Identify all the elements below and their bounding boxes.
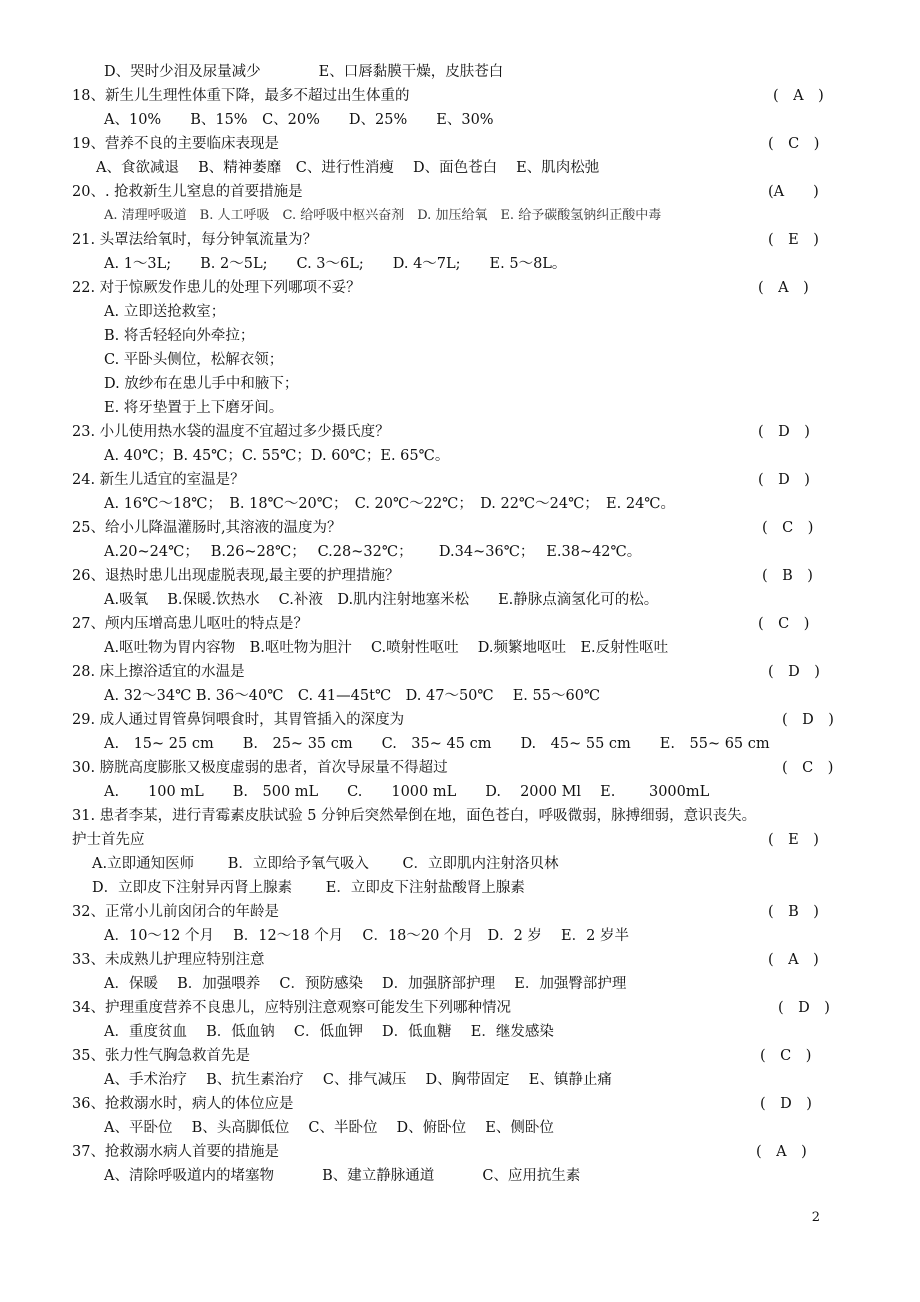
question-34: 34、护理重度营养不良患儿，应特别注意观察可能发生下列哪种情况 [72, 1000, 511, 1016]
answer-27: ( C ) [758, 616, 810, 632]
answer-19: ( C ) [768, 136, 820, 152]
options-18: A、10% B、15% C、20% D、25% E、30% [104, 112, 494, 128]
options-21: A. 1～3L; B. 2～5L; C. 3～6L; D. 4～7L; E. 5～8L。 [104, 256, 567, 272]
question-23: 23. 小儿使用热水袋的温度不宜超过多少摄氏度？ [72, 424, 390, 440]
question-19: 19、营养不良的主要临床表现是 [72, 136, 279, 152]
options-29: A. 15~ 25 cm B. 25~ 35 cm C. 35~ 45 cm D. 45~ 55 cm E. 55~ 65 cm [104, 736, 770, 752]
answer-24: ( D ) [758, 472, 810, 488]
option-22-c: C. 平卧头侧位，松解衣领； [104, 352, 284, 368]
question-36: 36、抢救溺水时，病人的体位应是 [72, 1096, 294, 1112]
question-18: 18、新生儿生理性体重下降，最多不超过出生体重的 [72, 88, 410, 104]
options-33: A．保暖 B．加强喂养 C．预防感染 D．加强脐部护理 E．加强臀部护理 [104, 976, 627, 992]
question-24: 24. 新生儿适宜的室温是？ [72, 472, 245, 488]
answer-35: ( C ) [760, 1048, 812, 1064]
answer-31: ( E ) [768, 832, 819, 848]
answer-26: ( B ) [762, 568, 813, 584]
answer-29: ( D ) [782, 712, 834, 728]
options-27: A.呕吐物为胃内容物 B.呕吐物为胆汁 C.喷射性呕吐 D.频繁地呕吐 E.反射性呕吐 [104, 640, 669, 656]
options-31-abc: A.立即通知医师 B．立即给予氧气吸入 C．立即肌内注射洛贝林 [92, 856, 559, 872]
text-line: D、哭时少泪及尿量减少 E、口唇黏膜干燥，皮肤苍白 [104, 64, 504, 80]
answer-23: ( D ) [758, 424, 810, 440]
question-29: 29. 成人通过胃管鼻饲喂食时，其胃管插入的深度为 [72, 712, 405, 728]
answer-28: ( D ) [768, 664, 820, 680]
options-23: A. 40℃；B. 45℃；C. 55℃；D. 60℃；E. 65℃。 [104, 448, 450, 464]
answer-21: ( E ) [768, 232, 819, 248]
option-22-d: D. 放纱布在患儿手中和腋下； [104, 376, 299, 392]
answer-37: ( A ) [756, 1144, 807, 1160]
options-24: A. 16℃～18℃； B. 18℃～20℃； C. 20℃～22℃； D. 22℃～24℃； E. 24℃。 [104, 496, 676, 512]
question-33: 33、未成熟儿护理应特别注意 [72, 952, 265, 968]
options-36: A、平卧位 B、头高脚低位 C、半卧位 D、俯卧位 E、侧卧位 [104, 1120, 554, 1136]
question-30: 30. 膀胱高度膨胀又极度虚弱的患者，首次导尿量不得超过 [72, 760, 448, 776]
question-31-cont: 护士首先应 [72, 832, 145, 848]
options-26: A.吸氧 B.保暖.饮热水 C.补液 D.肌内注射地塞米松 E.静脉点滴氢化可的松。 [104, 592, 659, 608]
question-37: 37、抢救溺水病人首要的措施是 [72, 1144, 279, 1160]
answer-25: ( C ) [762, 520, 814, 536]
question-20: 20、. 抢救新生儿窒息的首要措施是 [72, 184, 303, 200]
question-21: 21. 头罩法给氧时，每分钟氧流量为？ [72, 232, 318, 248]
question-28: 28. 床上擦浴适宜的水温是 [72, 664, 245, 680]
options-34: A．重度贫血 B．低血钠 C．低血钾 D．低血糖 E．继发感染 [104, 1024, 554, 1040]
answer-18: ( A ) [773, 88, 824, 104]
answer-33: ( A ) [768, 952, 819, 968]
question-26: 26、退热时患儿出现虚脱表现,最主要的护理措施？ [72, 568, 400, 584]
question-27: 27、颅内压增高患儿呕吐的特点是？ [72, 616, 308, 632]
options-28: A. 32～34℃ B. 36～40℃ C. 41—45t℃ D. 47～50℃ E. 55～60℃ [104, 688, 601, 704]
answer-20: (A ) [768, 184, 819, 200]
answer-34: ( D ) [778, 1000, 830, 1016]
options-30: A. 100 mL B. 500 mL C. 1000 mL D. 2000 Ml E. 3000mL [104, 784, 710, 800]
option-22-e: E. 将牙垫置于上下磨牙间。 [104, 400, 284, 416]
options-25: A.20~24℃； B.26~28℃； C.28~32℃； D.34~36℃； E.38~42℃。 [104, 544, 642, 560]
answer-32: ( B ) [768, 904, 819, 920]
options-37: A、清除呼吸道内的堵塞物 B、建立静脉通道 C、应用抗生素 [104, 1168, 581, 1184]
options-20: A. 清理呼吸道 B. 人工呼吸 C. 给呼吸中枢兴奋剂 D. 加压给氧 E. 给予碳酸氢钠纠正酸中毒 [104, 208, 662, 223]
answer-22: ( A ) [758, 280, 809, 296]
question-35: 35、张力性气胸急救首先是 [72, 1048, 250, 1064]
page-number: 2 [811, 1210, 820, 1225]
options-32: A．10～12 个月 B．12～18 个月 C．18～20 个月 D．2 岁 E．2 岁半 [104, 928, 629, 944]
question-31: 31. 患者李某，进行青霉素皮肤试验 5 分钟后突然晕倒在地，面色苍白，呼吸微弱，脉搏细弱，意识丧失。 [72, 808, 757, 824]
options-19: A、食欲减退 B、精神萎靡 C、进行性消瘦 D、面色苍白 E、肌肉松弛 [96, 160, 600, 176]
answer-36: ( D ) [760, 1096, 812, 1112]
options-35: A、手术治疗 B、抗生素治疗 C、排气减压 D、胸带固定 E、镇静止痛 [104, 1072, 612, 1088]
question-25: 25、给小儿降温灌肠时,其溶液的温度为？ [72, 520, 342, 536]
options-31-de: D．立即皮下注射异丙肾上腺素 E．立即皮下注射盐酸肾上腺素 [92, 880, 525, 896]
question-32: 32、正常小儿前囟闭合的年龄是 [72, 904, 279, 920]
answer-30: ( C ) [782, 760, 834, 776]
option-22-a: A. 立即送抢救室； [104, 304, 226, 320]
question-22: 22. 对于惊厥发作患儿的处理下列哪项不妥？ [72, 280, 361, 296]
option-22-b: B. 将舌轻轻向外牵拉； [104, 328, 255, 344]
